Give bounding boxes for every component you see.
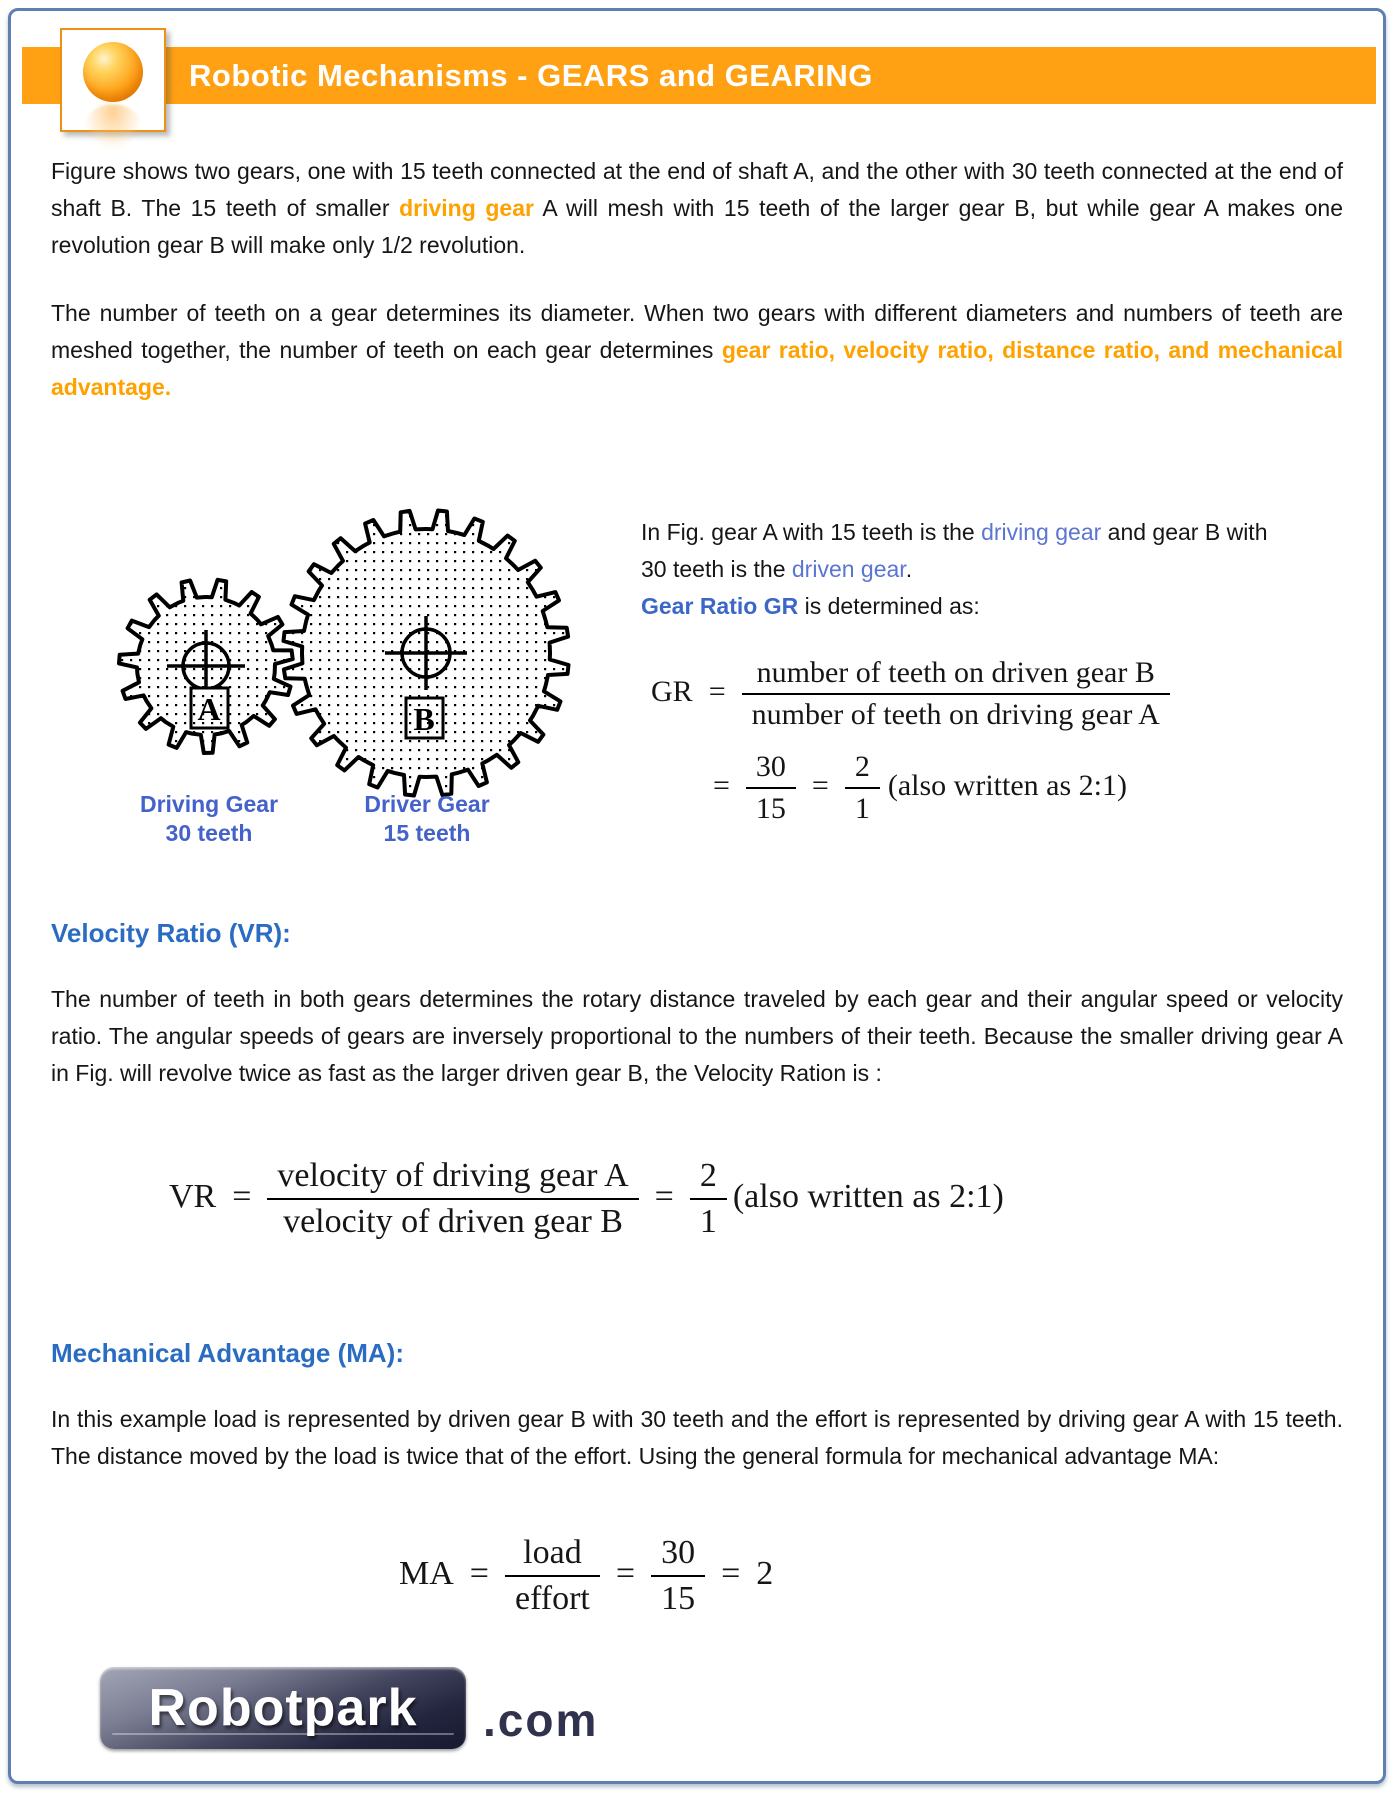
gr-note: (also written as 2:1) — [887, 768, 1127, 802]
svg-text:B: B — [413, 701, 435, 737]
gears-drawing — [91, 458, 621, 803]
gear-a-label — [191, 688, 228, 728]
gr-numerator: number of teeth on driven gear B — [742, 655, 1170, 695]
vr-note: (also written as 2:1) — [732, 1177, 1004, 1215]
p1-highlight: driving gear — [399, 195, 534, 221]
ma-equals-2: = — [615, 1554, 636, 1592]
gr-text-4: is determined as: — [798, 593, 980, 619]
p2-text: The number of teeth on a gear determines its diameter. When two gears with different diameters and numbers of teeth are meshed together, the number of teeth on each gear determines — [51, 300, 1343, 363]
gr-result-frac1 — [746, 749, 796, 827]
vr-denominator: velocity of driven gear B — [283, 1203, 623, 1240]
gr-denominator: number of teeth on driving gear A — [751, 698, 1160, 731]
velocity-ratio-heading: Velocity Ratio (VR): — [51, 918, 291, 948]
orange-sphere-icon — [83, 42, 143, 102]
p1-text: Figure shows two gears, one with 15 teeth connected at the end of shaft A, and the other with 30 teeth connected at the end of shaft B. The 15 teeth of smaller — [51, 158, 1343, 221]
mechanical-advantage-heading: Mechanical Advantage (MA): — [51, 1338, 404, 1368]
robotpark-logo-text: Robotpark — [148, 1679, 418, 1737]
gear-b-label — [406, 698, 443, 738]
gr-lhs: GR — [651, 674, 693, 708]
logo-box — [60, 28, 166, 132]
p1-text-after: A will mesh with 15 teeth of the larger gear B, but while gear A makes one revolution gear B will make only 1/2 revolution. — [51, 195, 1343, 258]
ma-result: 2 — [756, 1554, 774, 1592]
ma-equals-3: = — [721, 1554, 741, 1592]
ma-fraction — [505, 1533, 600, 1619]
gr-result-frac2 — [845, 749, 880, 827]
caption-a-line1: Driving Gear — [139, 791, 279, 817]
intro-paragraph-1 — [51, 153, 1343, 264]
ma-lhs: MA — [399, 1554, 454, 1592]
vr-frac-num: 2 — [690, 1156, 727, 1200]
ma-frac-num: 30 — [651, 1533, 705, 1577]
figure-row — [51, 458, 1343, 868]
caption-driving-gear — [89, 790, 329, 848]
gr-text-3: . — [905, 556, 913, 582]
ma-formula — [399, 1533, 1343, 1619]
robotpark-logo[interactable] — [100, 1667, 466, 1749]
ma-numerator: load — [505, 1533, 600, 1577]
gr-formula — [651, 655, 1299, 733]
vr-frac-den: 1 — [699, 1203, 717, 1240]
document-page — [8, 8, 1386, 1784]
gear-ratio-gr-label: Gear Ratio GR — [641, 593, 799, 619]
gr-result-eq2: = — [811, 768, 829, 802]
vr-numerator: velocity of driving gear A — [267, 1156, 638, 1200]
vr-equals-2: = — [654, 1177, 674, 1215]
ma-frac-den: 15 — [661, 1580, 696, 1617]
vr-result-fraction — [690, 1156, 727, 1242]
vr-fraction — [267, 1156, 638, 1242]
ma-denominator: effort — [514, 1580, 590, 1617]
driven-gear-link[interactable]: driven gear — [791, 556, 906, 582]
ma-equals: = — [469, 1554, 489, 1592]
velocity-ratio-paragraph: The number of teeth in both gears determines the rotary distance traveled by each gear and their angular speed or velocity ratio. The angular speeds of gears are inversely proportional to the numbers of their teeth. Because the smaller driving gear A in Fig. will revolve twice as fast as the larger driven gear B, the Velocity Ration is : — [51, 986, 1343, 1086]
gr-result — [713, 749, 1299, 827]
p2-highlight: gear ratio, velocity ratio, distance ratio, and mechanical advantage. — [51, 337, 1343, 400]
intro-paragraph-2 — [51, 295, 1343, 406]
svg-text:A: A — [197, 691, 221, 727]
vr-lhs: VR — [169, 1177, 217, 1215]
gear-ratio-column — [621, 458, 1343, 868]
gr-result-eq1: = — [713, 768, 730, 802]
page-title: Robotic Mechanisms - GEARS and GEARING — [189, 58, 873, 93]
sphere-reflection — [85, 104, 141, 148]
caption-b-line2: 15 teeth — [383, 820, 471, 846]
gr-text-1: In Fig. gear A with 15 teeth is the — [641, 519, 982, 545]
robotpark-logo-suffix: .com — [483, 1694, 599, 1746]
caption-a-line2: 30 teeth — [165, 820, 253, 846]
gear-ratio-text — [641, 514, 1299, 625]
gr-frac1-num: 30 — [746, 749, 796, 789]
gear-figure — [91, 458, 621, 868]
vr-formula — [169, 1156, 1343, 1242]
gr-frac1-den: 15 — [755, 792, 786, 825]
mechanical-advantage-paragraph: In this example load is represented by driven gear B with 30 teeth and the effort is represented by driving gear A with 15 teeth. The distance moved by the load is twice that of the effort. Using the general formula for mechanical advantage MA: — [51, 1406, 1343, 1469]
driving-gear-link[interactable]: driving gear — [981, 519, 1102, 545]
page-header — [11, 11, 1383, 139]
gr-text-2: and gear B with 30 teeth is the — [641, 519, 1268, 582]
gr-frac2-num: 2 — [845, 749, 880, 789]
caption-b-line1: Driver Gear — [364, 791, 490, 817]
gr-frac2-den: 1 — [854, 792, 870, 825]
caption-driver-gear — [307, 790, 547, 848]
gr-fraction — [742, 655, 1170, 733]
gr-equals: = — [708, 674, 726, 708]
ma-result-fraction — [651, 1533, 705, 1619]
footer — [51, 1667, 1343, 1784]
vr-equals: = — [232, 1177, 252, 1215]
